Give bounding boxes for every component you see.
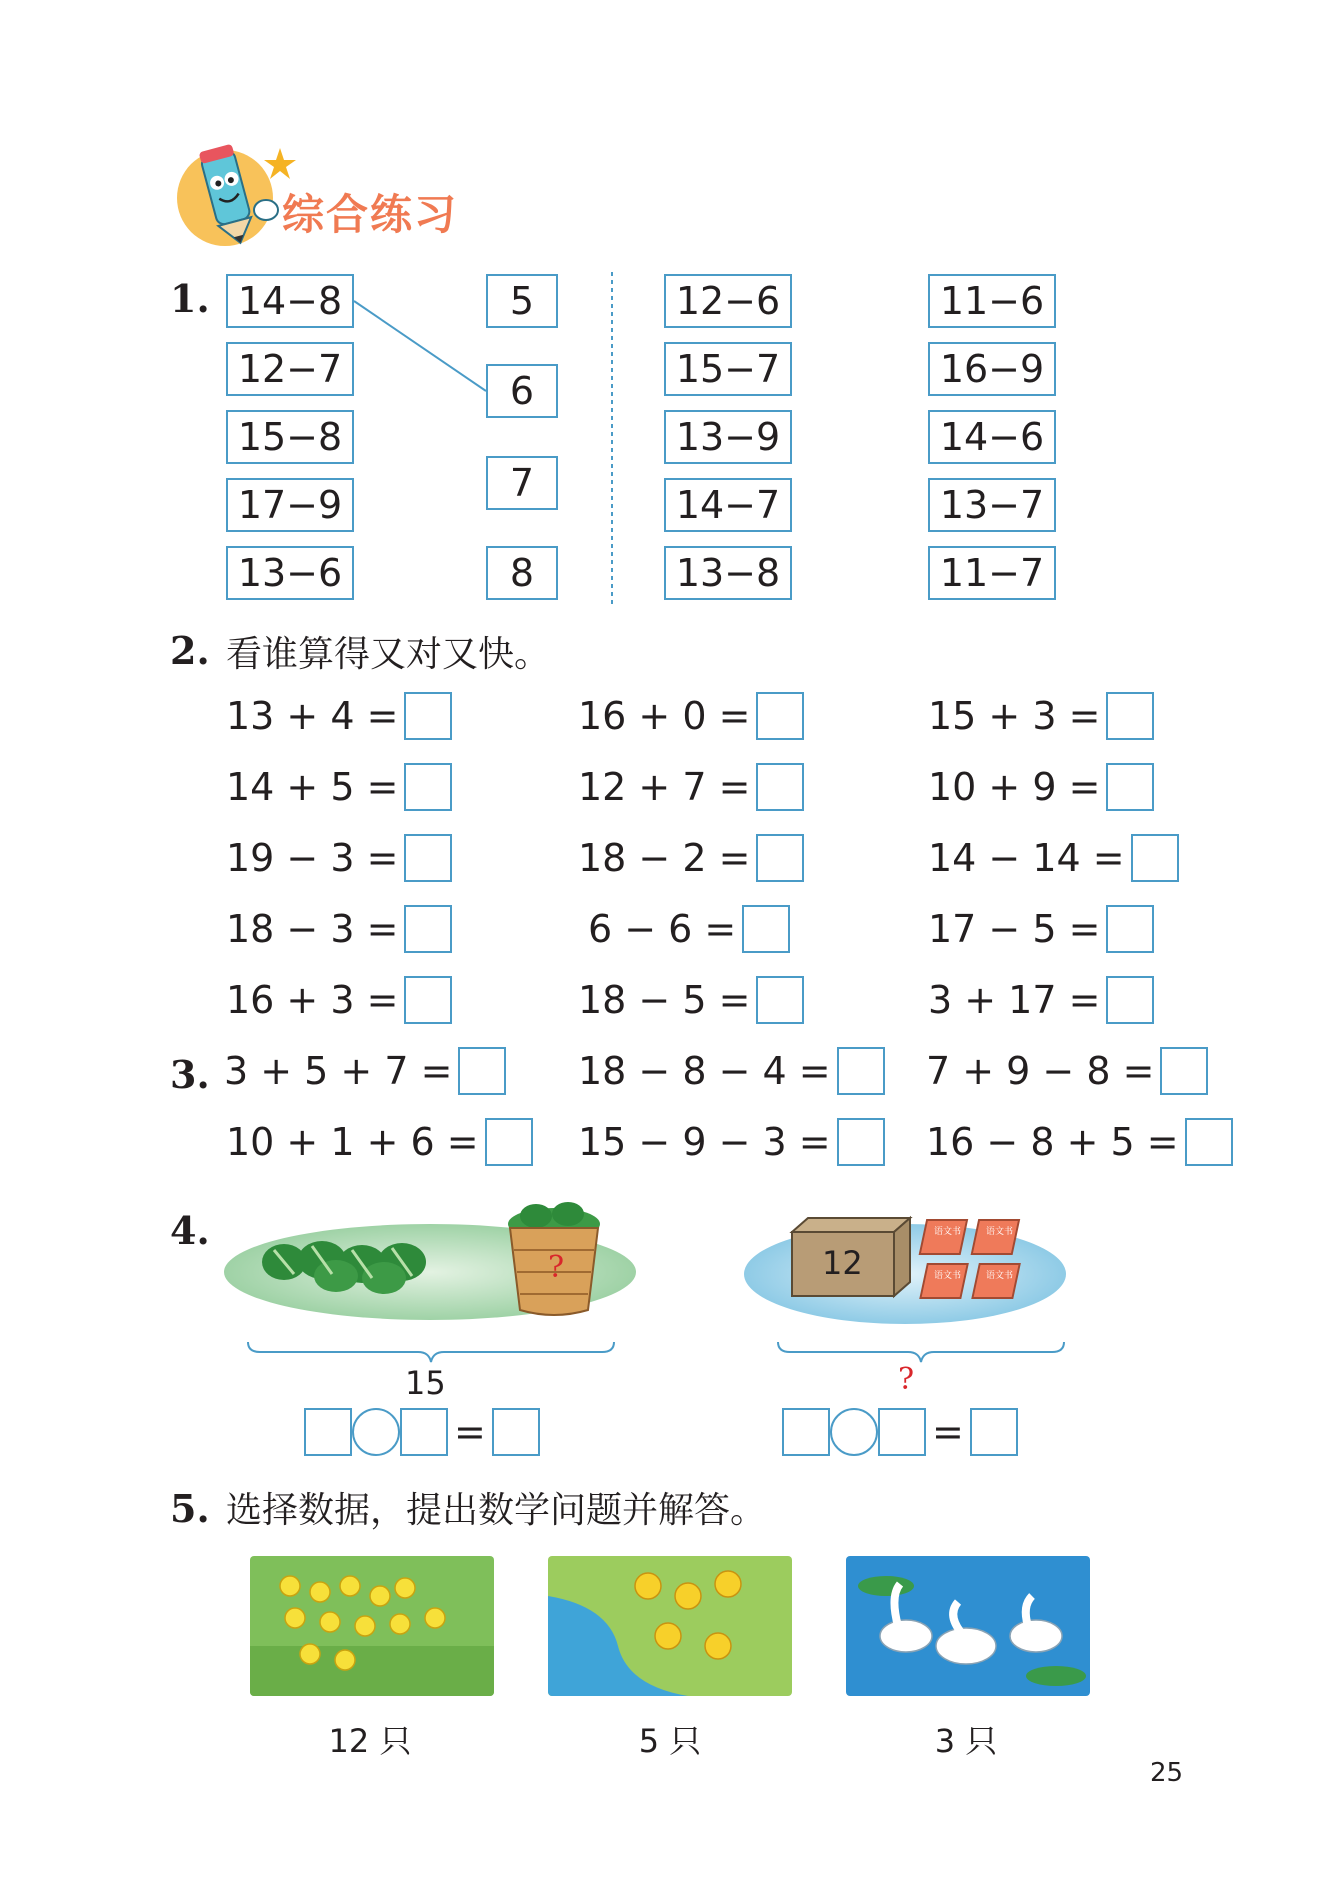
equation-text: 18 − 8 − 4 = (578, 1049, 831, 1093)
equation-text: 17 − 5 = (928, 907, 1101, 951)
expression-box: 12−7 (226, 342, 354, 396)
total-label: 15 (405, 1364, 446, 1402)
expression-box: 13−8 (664, 546, 792, 600)
page-title: 综合练习 (282, 190, 459, 239)
book-label: 语文书 (986, 1227, 1014, 1237)
answer-box[interactable] (1106, 763, 1154, 811)
equation-text: 14 + 5 = (226, 765, 399, 809)
books-illustration (744, 1206, 1066, 1326)
equation (578, 692, 804, 740)
answer-box[interactable] (400, 1408, 448, 1456)
answer-box[interactable] (782, 1408, 830, 1456)
expression-box: 11−7 (928, 546, 1056, 600)
equation-text: 19 − 3 = (226, 836, 399, 880)
equation (226, 692, 452, 740)
brace (246, 1340, 616, 1364)
answer-box[interactable] (404, 976, 452, 1024)
equation-text: 3 + 17 = (928, 978, 1101, 1022)
answer-box[interactable] (404, 763, 452, 811)
answer-box[interactable] (1106, 692, 1154, 740)
unknown-quantity-mark: ? (548, 1250, 565, 1285)
answer-box[interactable] (1131, 834, 1179, 882)
answer-box[interactable] (837, 1047, 885, 1095)
equals-sign: = (454, 1410, 486, 1454)
question-number: 5. (170, 1486, 210, 1531)
answer-box[interactable] (1160, 1047, 1208, 1095)
answer-box[interactable] (756, 976, 804, 1024)
equation (578, 976, 804, 1024)
equation-text: 18 − 3 = (226, 907, 399, 951)
equation-text: 10 + 1 + 6 = (226, 1120, 479, 1164)
equation-text: 18 − 5 = (578, 978, 751, 1022)
expression-box: 12−6 (664, 274, 792, 328)
equation (226, 834, 452, 882)
expression-box: 16−9 (928, 342, 1056, 396)
box-quantity-label: 12 (822, 1244, 863, 1282)
unknown-total-mark: ? (898, 1362, 915, 1397)
equation (928, 834, 1179, 882)
equation-text: 13 + 4 = (226, 694, 399, 738)
equation-text: 10 + 9 = (928, 765, 1101, 809)
equation (578, 763, 804, 811)
book-label: 语文书 (986, 1271, 1014, 1281)
expression-box: 15−8 (226, 410, 354, 464)
question-number: 4. (170, 1208, 210, 1253)
answer-box[interactable] (492, 1408, 540, 1456)
picture-caption: 12 只 (328, 1722, 412, 1760)
answer-number-box: 6 (486, 364, 558, 418)
equals-sign: = (932, 1410, 964, 1454)
equation (578, 834, 804, 882)
equation-blank-row (782, 1408, 1018, 1456)
expression-box: 11−6 (928, 274, 1056, 328)
geese-picture (846, 1556, 1090, 1696)
expression-box: 17−9 (226, 478, 354, 532)
ducklings-picture (548, 1556, 792, 1696)
equation-text: 14 − 14 = (928, 836, 1125, 880)
equation (926, 1118, 1233, 1166)
answer-box[interactable] (485, 1118, 533, 1166)
equation-text: 12 + 7 = (578, 765, 751, 809)
equation (226, 976, 452, 1024)
answer-box[interactable] (742, 905, 790, 953)
question-number: 3. (170, 1052, 210, 1097)
equation-text: 18 − 2 = (578, 836, 751, 880)
expression-box: 14−7 (664, 478, 792, 532)
answer-number-box: 7 (486, 456, 558, 510)
equation-text: 6 − 6 = (588, 907, 737, 951)
expression-box: 13−6 (226, 546, 354, 600)
expression-box: 14−6 (928, 410, 1056, 464)
picture-caption: 5 只 (638, 1722, 702, 1760)
question-instruction: 看谁算得又对又快。 (226, 634, 551, 675)
expression-box: 13−7 (928, 478, 1056, 532)
answer-box[interactable] (756, 692, 804, 740)
equation (226, 905, 452, 953)
answer-box[interactable] (837, 1118, 885, 1166)
expression-box: 15−7 (664, 342, 792, 396)
question-number: 2. (170, 628, 210, 673)
equation (928, 763, 1154, 811)
expression-box: 14−8 (226, 274, 354, 328)
picture-caption: 3 只 (934, 1722, 998, 1760)
equation-text: 3 + 5 + 7 = (224, 1049, 453, 1093)
equation-text: 16 + 0 = (578, 694, 751, 738)
page-number: 25 (1150, 1758, 1184, 1788)
equation (578, 1118, 885, 1166)
chicks-picture (250, 1556, 494, 1696)
answer-box[interactable] (756, 834, 804, 882)
answer-box[interactable] (458, 1047, 506, 1095)
answer-box[interactable] (404, 692, 452, 740)
answer-number-box: 8 (486, 546, 558, 600)
answer-box[interactable] (404, 905, 452, 953)
answer-box[interactable] (756, 763, 804, 811)
equation-text: 16 + 3 = (226, 978, 399, 1022)
equation (226, 763, 452, 811)
equation (588, 905, 790, 953)
answer-box[interactable] (404, 834, 452, 882)
equation (226, 1118, 533, 1166)
operator-circle[interactable] (352, 1408, 400, 1456)
answer-number-box: 5 (486, 274, 558, 328)
brace (776, 1340, 1068, 1364)
answer-box[interactable] (1106, 905, 1154, 953)
book-label: 语文书 (934, 1227, 962, 1237)
equation (578, 1047, 885, 1095)
answer-box[interactable] (970, 1408, 1018, 1456)
equation (928, 905, 1154, 953)
watermelon-illustration (224, 1190, 636, 1320)
equation (928, 692, 1154, 740)
answer-box[interactable] (1185, 1118, 1233, 1166)
expression-box: 13−9 (664, 410, 792, 464)
equation (928, 976, 1154, 1024)
equation-blank-row (304, 1408, 540, 1456)
equation-text: 7 + 9 − 8 = (926, 1049, 1155, 1093)
equation-text: 15 − 9 − 3 = (578, 1120, 831, 1164)
equation-text: 16 − 8 + 5 = (926, 1120, 1179, 1164)
answer-box[interactable] (1106, 976, 1154, 1024)
answer-box[interactable] (304, 1408, 352, 1456)
question-instruction: 选择数据，提出数学问题并解答。 (226, 1490, 767, 1531)
book-label: 语文书 (934, 1271, 962, 1281)
equation-text: 15 + 3 = (928, 694, 1101, 738)
operator-circle[interactable] (830, 1408, 878, 1456)
question-number: 1. (170, 276, 210, 321)
equation (224, 1047, 506, 1095)
equation (926, 1047, 1208, 1095)
answer-box[interactable] (878, 1408, 926, 1456)
